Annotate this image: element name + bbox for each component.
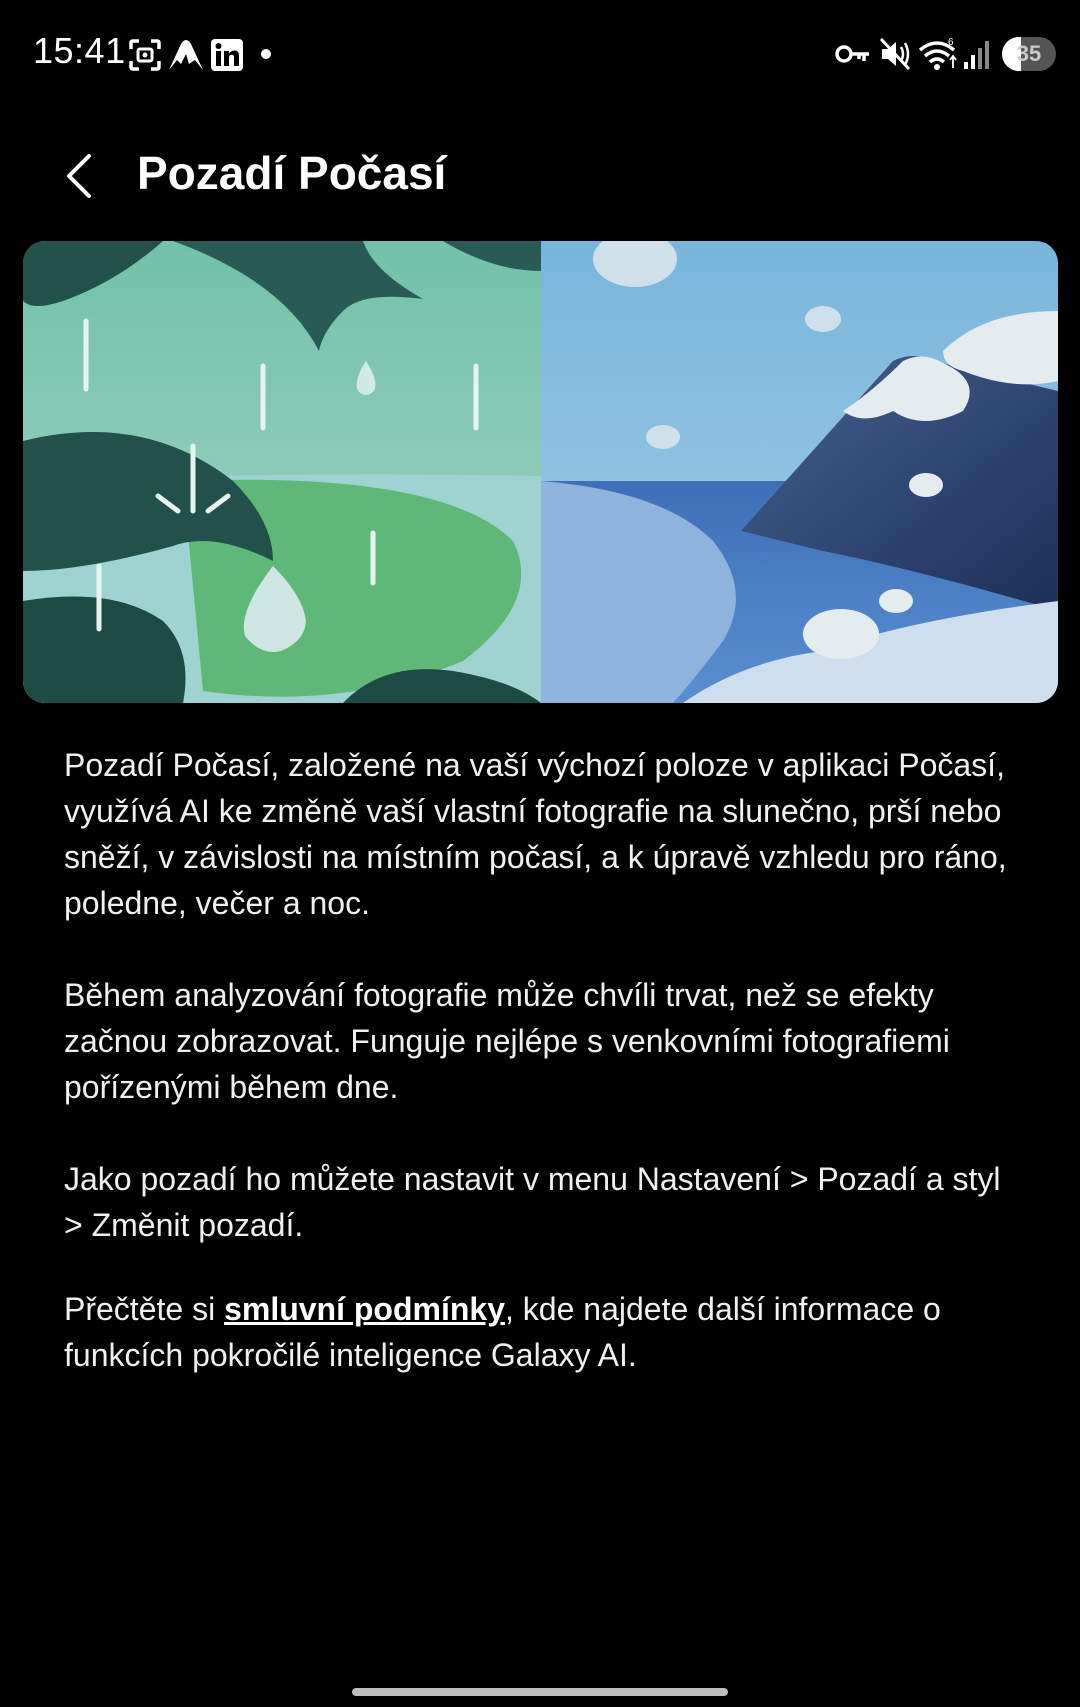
back-button[interactable] xyxy=(55,140,111,210)
signal-icon xyxy=(962,38,992,70)
snowflake-5 xyxy=(879,589,913,613)
hero-svg xyxy=(23,241,1058,703)
notification-dot-icon xyxy=(260,48,272,60)
description-paragraph-2: Během analyzování fotografie může chvíli trvat, než se efekty začnou zobrazovat. Funguje nejlépe s venkovními fotografiemi pořízenými během dne. xyxy=(64,977,950,1105)
description-paragraph-3: Jako pozadí ho můžete nastavit v menu Nastavení > Pozadí a styl > Změnit pozadí. xyxy=(64,1161,1001,1243)
mute-icon xyxy=(878,36,912,72)
page-title: Pozadí Počasí xyxy=(137,147,447,199)
terms-link[interactable]: smluvní podmínky xyxy=(224,1291,505,1327)
terms-suffix: , kde najdete další informace o funkcích pokročilé inteligence Galaxy AI. xyxy=(64,1291,941,1373)
status-time: 15:41 xyxy=(33,30,126,71)
snowflake-6 xyxy=(803,609,879,659)
linkedin-icon xyxy=(210,38,244,72)
snowflake-2 xyxy=(805,306,841,332)
wifi-icon xyxy=(918,36,958,72)
snowflake-3 xyxy=(646,425,680,449)
vpn-key-icon xyxy=(835,42,871,66)
battery-level: 35 xyxy=(1016,41,1042,66)
nordvpn-icon xyxy=(167,38,205,72)
status-bar xyxy=(0,0,1080,110)
description-paragraph-1: Pozadí Počasí, založené na vaší výchozí poloze v aplikaci Počasí, využívá AI ke změně vaší vlastní fotografie na slunečno, prší nebo sněží, v závislosti na místním počasí, a k úpravě vzhledu pro ráno, poledne, večer a noc. xyxy=(64,747,1007,921)
home-indicator[interactable] xyxy=(352,1688,728,1696)
weather-wallpaper-illustration xyxy=(23,241,1058,703)
terms-prefix: Přečtěte si xyxy=(64,1291,225,1327)
screenshot-icon xyxy=(128,38,162,72)
battery-indicator xyxy=(1002,37,1056,71)
description-paragraph-4 xyxy=(64,1286,1024,1378)
chevron-left-icon xyxy=(55,140,111,210)
description xyxy=(64,742,1024,1378)
app-header xyxy=(0,130,1080,220)
snowflake-4 xyxy=(909,473,943,497)
svg-text:6: 6 xyxy=(948,37,954,48)
